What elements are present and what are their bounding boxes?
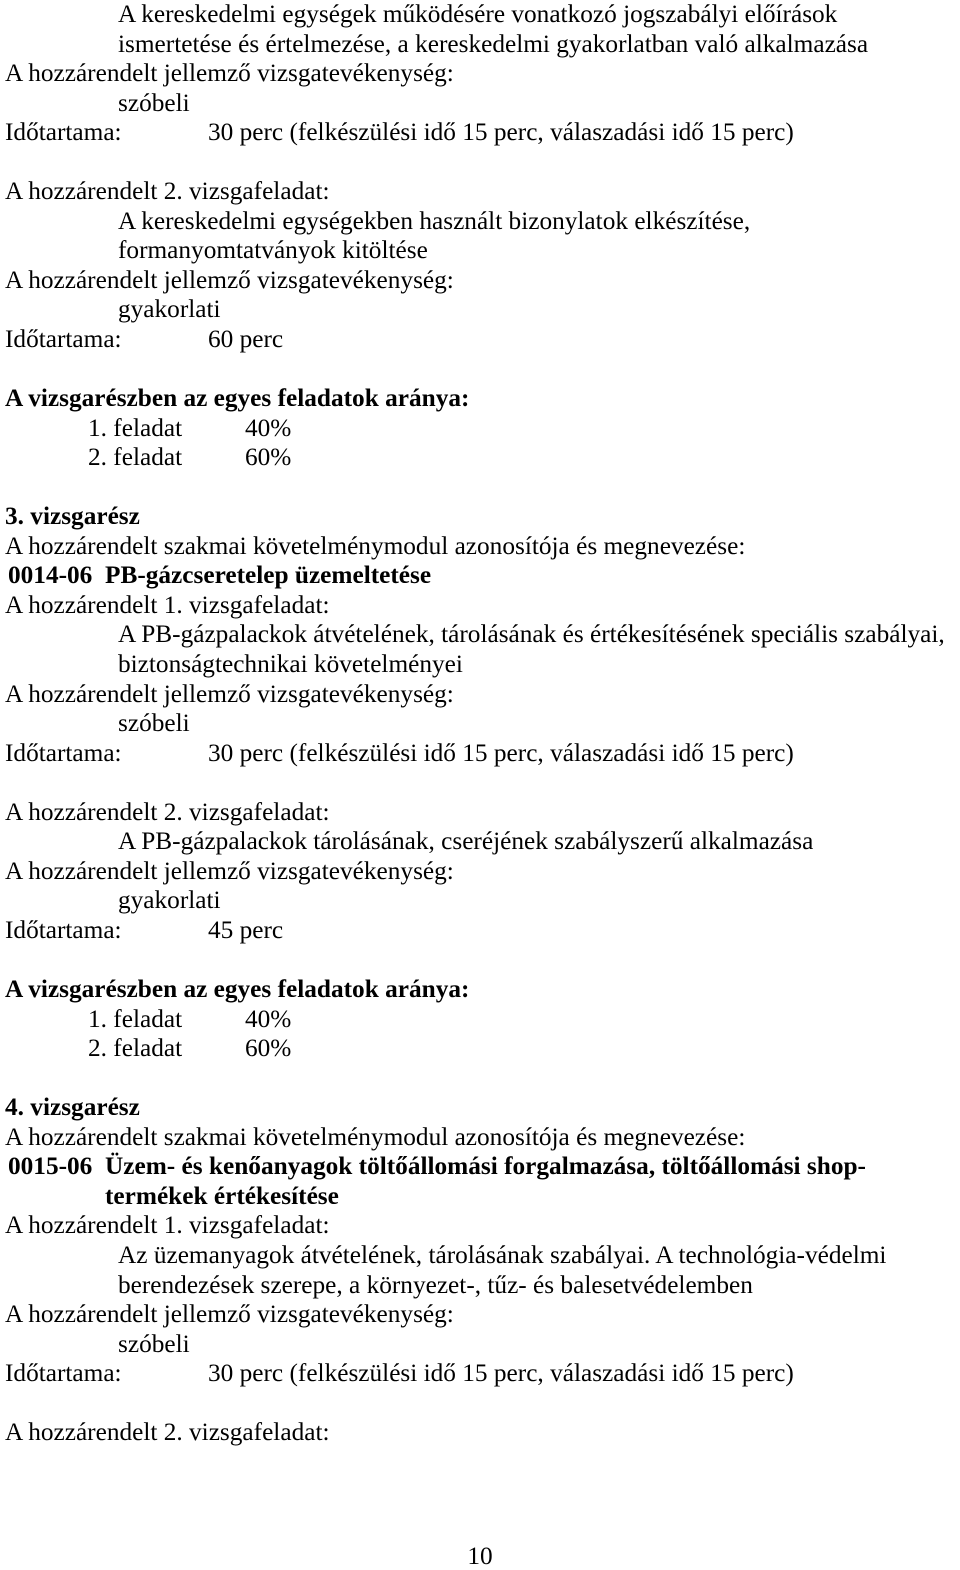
- ratio-value: 40%: [245, 1004, 292, 1033]
- task-description-line: A PB-gázpalackok átvételének, tárolásának és értékesítésének speciális szabályai,: [118, 620, 945, 649]
- blank-line: [0, 1064, 960, 1094]
- task-heading: A hozzárendelt 2. vizsgafeladat:: [5, 1418, 330, 1447]
- task-description-line: formanyomtatványok kitöltése: [118, 236, 428, 265]
- task-description-line: ismertetése és értelmezése, a kereskedelmi gyakorlatban való alkalmazása: [118, 29, 869, 58]
- ratio-heading: A vizsgarészben az egyes feladatok aránya:: [5, 975, 470, 1004]
- module-name-continued: termékek értékesítése: [105, 1181, 339, 1210]
- activity-value: gyakorlati: [118, 886, 221, 915]
- page-number: 10: [467, 1542, 493, 1570]
- duration-row: [0, 118, 960, 148]
- duration-row: [0, 739, 960, 769]
- task-heading: A hozzárendelt 2. vizsgafeladat:: [5, 797, 330, 826]
- module-label: A hozzárendelt szakmai követelménymodul azonosítója és megnevezése:: [5, 531, 746, 560]
- module-code: 0014-06: [8, 561, 93, 590]
- part2-ratio: [0, 384, 960, 473]
- module-row: [0, 561, 960, 591]
- ratio-row: [0, 1005, 960, 1035]
- task-description-line: biztonságtechnikai követelményei: [118, 650, 463, 679]
- duration-value: 30 perc (felkészülési idő 15 perc, válaszadási idő 15 perc): [208, 1359, 794, 1388]
- module-label: A hozzárendelt szakmai követelménymodul azonosítója és megnevezése:: [5, 1122, 746, 1151]
- duration-value: 30 perc (felkészülési idő 15 perc, válaszadási idő 15 perc): [208, 118, 794, 147]
- ratio-value: 60%: [245, 443, 292, 472]
- activity-label: A hozzárendelt jellemző vizsgatevékenység:: [5, 679, 454, 708]
- ratio-label: 1. feladat: [88, 413, 183, 442]
- blank-line: [0, 768, 960, 798]
- duration-row: [0, 1359, 960, 1389]
- part3: [0, 502, 960, 1063]
- blank-line: [0, 355, 960, 385]
- ratio-row: [0, 1034, 960, 1064]
- ratio-label: 1. feladat: [88, 1004, 183, 1033]
- module-row: [0, 1152, 960, 1182]
- section-title: 4. vizsgarész: [5, 1093, 140, 1122]
- duration-value: 30 perc (felkészülési idő 15 perc, válaszadási idő 15 perc): [208, 738, 794, 767]
- blank-line: [0, 473, 960, 503]
- blank-line: [0, 1389, 960, 1419]
- part2-task1: [0, 0, 960, 148]
- duration-value: 60 perc: [208, 325, 284, 354]
- part4: [0, 1093, 960, 1448]
- task-heading: A hozzárendelt 2. vizsgafeladat:: [5, 177, 330, 206]
- duration-label: Időtartama:: [5, 118, 122, 147]
- module-code: 0015-06: [8, 1152, 93, 1181]
- duration-label: Időtartama:: [5, 915, 122, 944]
- activity-label: A hozzárendelt jellemző vizsgatevékenység:: [5, 856, 454, 885]
- ratio-label: 2. feladat: [88, 1034, 183, 1063]
- task-heading: A hozzárendelt 1. vizsgafeladat:: [5, 590, 330, 619]
- section-title: 3. vizsgarész: [5, 502, 140, 531]
- task-description-line: A kereskedelmi egységekben használt bizonylatok elkészítése,: [118, 206, 751, 235]
- task-description-line: berendezések szerepe, a környezet-, tűz- és balesetvédelemben: [118, 1270, 753, 1299]
- module-name: PB-gázcseretelep üzemeltetése: [105, 561, 432, 590]
- duration-label: Időtartama:: [5, 1359, 122, 1388]
- ratio-value: 40%: [245, 413, 292, 442]
- task-description-line: Az üzemanyagok átvételének, tárolásának szabályai. A technológia-védelmi: [118, 1240, 887, 1269]
- ratio-heading: A vizsgarészben az egyes feladatok aránya:: [5, 384, 470, 413]
- activity-value: szóbeli: [118, 709, 190, 738]
- activity-label: A hozzárendelt jellemző vizsgatevékenység:: [5, 265, 454, 294]
- activity-label: A hozzárendelt jellemző vizsgatevékenység:: [5, 59, 454, 88]
- activity-value: szóbeli: [118, 88, 190, 117]
- task-description-line: A kereskedelmi egységek működésére vonatkozó jogszabályi előírások: [118, 0, 838, 28]
- ratio-row: [0, 414, 960, 444]
- ratio-value: 60%: [245, 1034, 292, 1063]
- blank-line: [0, 946, 960, 976]
- activity-value: szóbeli: [118, 1329, 190, 1358]
- task-heading: A hozzárendelt 1. vizsgafeladat:: [5, 1211, 330, 1240]
- activity-label: A hozzárendelt jellemző vizsgatevékenység:: [5, 1300, 454, 1329]
- module-name: Üzem- és kenőanyagok töltőállomási forgalmazása, töltőállomási shop-: [105, 1152, 866, 1181]
- duration-label: Időtartama:: [5, 325, 122, 354]
- ratio-label: 2. feladat: [88, 443, 183, 472]
- task-description-line: A PB-gázpalackok tárolásának, cseréjének szabályszerű alkalmazása: [118, 827, 814, 856]
- duration-value: 45 perc: [208, 915, 284, 944]
- part2-task2: [0, 177, 960, 354]
- duration-label: Időtartama:: [5, 738, 122, 767]
- activity-value: gyakorlati: [118, 295, 221, 324]
- duration-row: [0, 916, 960, 946]
- blank-line: [0, 148, 960, 178]
- duration-row: [0, 325, 960, 355]
- ratio-row: [0, 443, 960, 473]
